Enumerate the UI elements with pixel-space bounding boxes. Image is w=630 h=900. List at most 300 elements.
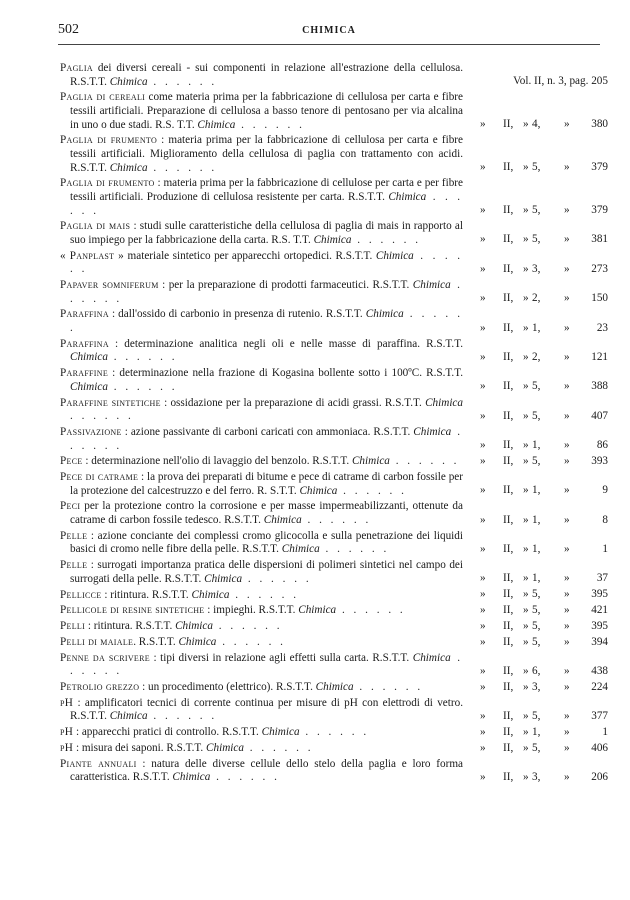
ditto-mark: » [564, 484, 570, 497]
entry-journal: Chimica [298, 604, 337, 617]
leader-dots: . . . . . . [235, 118, 305, 131]
reference-page: 379 [591, 161, 608, 174]
index-entry [60, 636, 608, 650]
ditto-mark: » [523, 161, 529, 174]
reference-issue: 5, [532, 635, 541, 648]
reference-volume: II, [503, 619, 514, 632]
ditto-mark: » [564, 380, 570, 393]
ditto-mark: » [523, 588, 529, 601]
entry-reference [468, 380, 608, 394]
ditto-mark: » [564, 292, 570, 305]
reference-volume: II, [503, 292, 514, 305]
entry-term: Pelle [60, 559, 88, 572]
reference-volume: II, [503, 664, 514, 677]
ditto-mark: » [523, 262, 529, 275]
reference-volume: II, [503, 635, 514, 648]
entry-description: : ritintura. R.S.T.T. [85, 620, 176, 633]
leader-dots: . . . . . . [70, 190, 463, 217]
ditto-mark: » [564, 725, 570, 738]
reference-issue: 2, [532, 350, 541, 363]
ditto-mark: » [480, 664, 486, 677]
entry-term: Pece [60, 455, 83, 468]
ditto-mark: » [523, 603, 529, 616]
entry-text [60, 742, 463, 756]
reference-volume: II, [503, 710, 514, 723]
entry-journal: Chimica [375, 249, 414, 262]
ditto-mark: » [564, 321, 570, 334]
ditto-mark: » [564, 680, 570, 693]
entry-text [60, 338, 463, 365]
leader-dots: . . . . . . [210, 771, 280, 784]
entry-term: Paglia di cereali [60, 91, 146, 104]
reference-issue: 5, [532, 603, 541, 616]
ditto-mark: » [564, 710, 570, 723]
entry-description: : misura dei saponi. R.S.T.T. [73, 742, 207, 754]
leader-dots: . . . . . . [242, 572, 312, 585]
ditto-mark: » [523, 543, 529, 555]
entry-term: pH [60, 726, 74, 739]
reference-issue: 5, [532, 454, 541, 467]
reference-issue: 2, [532, 292, 541, 305]
entry-text [60, 367, 463, 394]
reference-page: 407 [591, 409, 608, 422]
entry-reference [468, 263, 608, 277]
entry-reference [468, 588, 608, 602]
entry-journal: Chimica [178, 635, 217, 648]
entry-text [60, 530, 463, 557]
reference-page: 395 [591, 619, 608, 632]
reference-page: 23 [596, 321, 608, 334]
entry-reference [468, 161, 608, 175]
reference-issue: 5, [532, 710, 541, 723]
leader-dots: . . . . . . [107, 380, 178, 393]
index-entry [60, 589, 608, 603]
reference-volume: II, [503, 770, 514, 783]
entry-reference [468, 514, 608, 528]
entry-description: materiale sintetico per apparecchi ortopedici. R.S.T.T. [124, 249, 376, 262]
entry-term: Pece di catrame [60, 471, 139, 484]
index-entry [60, 455, 608, 469]
ditto-mark: » [523, 725, 529, 738]
reference-issue: 1, [532, 725, 541, 738]
reference-issue: 1, [532, 484, 541, 497]
entry-description: : un procedimento (elettrico). R.S.T.T. [139, 681, 316, 694]
entry-reference [468, 410, 608, 424]
entry-description: : tipi diversi in relazione agli effetti sulla carta. R.S.T.T. [149, 651, 413, 664]
entry-journal: Chimica [365, 308, 404, 321]
index-entry [60, 338, 608, 365]
reference-volume: II, [503, 439, 514, 452]
entry-term: Paraffine [60, 367, 109, 380]
leader-dots: . . . . . . [147, 710, 218, 723]
entry-text [60, 604, 463, 618]
reference-volume: II, [503, 572, 514, 585]
reference-volume: II, [503, 321, 514, 334]
index-entry [60, 91, 608, 132]
reference-page: 224 [591, 680, 608, 693]
ditto-mark: » [480, 161, 486, 174]
entry-journal: Chimica [351, 455, 390, 468]
ditto-mark: » [564, 439, 570, 452]
index-entry [60, 681, 608, 695]
leader-dots: . . . . . . [216, 635, 286, 648]
entry-reference [468, 322, 608, 336]
leader-dots: . . . . . . [70, 425, 464, 452]
reference-issue: 5, [532, 161, 541, 174]
index-entry [60, 426, 608, 453]
index-entry [60, 604, 608, 618]
reference-issue: 1, [532, 543, 541, 555]
ditto-mark: » [480, 680, 486, 693]
entry-text [60, 681, 463, 695]
index-entries [60, 62, 608, 787]
entry-reference [468, 604, 608, 618]
reference-page: 388 [591, 380, 608, 393]
ditto-mark: » [480, 380, 486, 393]
index-entry [60, 471, 608, 498]
ditto-mark: » [523, 454, 529, 467]
reference-page: 395 [591, 588, 608, 601]
entry-term: Paraffine sintetiche [60, 396, 161, 409]
entry-journal: Chimica [412, 279, 451, 292]
leader-dots: . . . . . . [337, 484, 407, 497]
running-title: CHIMICA [302, 25, 356, 36]
ditto-mark: » [480, 118, 486, 131]
index-entry [60, 758, 608, 785]
entry-text [60, 455, 463, 469]
entry-description: : surrogati importanza pratica delle dispersioni di polimeri sintetici nel campo dei surrogati della pelle. R.S.T.T. [70, 559, 463, 585]
entry-text [60, 91, 463, 132]
reference-issue: 5, [532, 409, 541, 422]
entry-journal: Chimica [388, 190, 427, 203]
ditto-mark: » [523, 484, 529, 497]
reference-issue: 1, [532, 572, 541, 585]
ditto-mark: » [564, 664, 570, 677]
index-entry [60, 367, 608, 394]
index-entry [60, 530, 608, 557]
entry-description: : natura delle diverse cellule dello stelo della paglia e loro forma caratteristica. R.S.T.T. [70, 757, 463, 784]
reference-issue: 4, [532, 118, 541, 131]
ditto-mark: » [480, 439, 486, 452]
entry-term: Paglia [60, 62, 93, 74]
entry-text [60, 62, 463, 89]
index-entry [60, 134, 608, 175]
leader-dots: . . . . . . [147, 161, 218, 174]
ditto-mark: » [523, 380, 529, 393]
reference-volume: II, [503, 350, 514, 363]
leader-dots: . . . . . . [351, 233, 422, 246]
reference-page: 8 [602, 513, 608, 526]
leader-dots: . . . . . . [212, 620, 283, 633]
index-entry [60, 697, 608, 724]
index-entry [60, 742, 608, 756]
entry-reference [468, 75, 608, 89]
entry-reference [468, 636, 608, 650]
reference-page: 394 [591, 635, 608, 648]
entry-journal: Chimica [70, 351, 108, 364]
entry-text [60, 250, 463, 277]
entry-term: « Panplast » [60, 249, 125, 262]
ditto-mark: » [523, 439, 529, 452]
entry-text [60, 559, 463, 586]
entry-reference [468, 204, 608, 218]
entry-journal: Chimica [109, 161, 148, 174]
ditto-mark: » [480, 588, 486, 601]
reference-page: 379 [591, 204, 608, 217]
ditto-mark: » [480, 725, 486, 738]
reference-volume: II, [503, 380, 514, 393]
entry-reference [468, 681, 608, 695]
ditto-mark: » [564, 603, 570, 616]
ditto-mark: » [480, 741, 486, 754]
reference-page: 421 [591, 603, 608, 616]
ditto-mark: » [564, 635, 570, 648]
ditto-mark: » [564, 572, 570, 585]
entry-journal: Chimica [413, 425, 452, 438]
ditto-mark: » [564, 770, 570, 783]
ditto-mark: » [564, 543, 570, 555]
index-entry [60, 726, 608, 740]
ditto-mark: » [564, 262, 570, 275]
reference-page: 150 [591, 292, 608, 305]
entry-reference [468, 572, 608, 586]
reference-page: 377 [591, 710, 608, 723]
ditto-mark: » [523, 619, 529, 632]
reference-volume: II, [503, 588, 514, 601]
leader-dots: . . . . . . [299, 726, 370, 739]
reference-volume: II, [503, 513, 514, 526]
entry-term: Pellicce [60, 588, 102, 601]
ditto-mark: » [480, 204, 486, 217]
entry-journal: Chimica [315, 681, 354, 694]
entry-description: : azione passivante di carboni caricati con ammoniaca. R.S.T.T. [121, 425, 414, 438]
entry-text [60, 308, 463, 335]
reference-page: 121 [591, 350, 608, 363]
entry-journal: Chimica [197, 118, 236, 131]
entry-description: : determinazione nell'olio di lavaggio del benzolo. R.S.T.T. [82, 455, 352, 468]
reference-issue: 5, [532, 233, 541, 246]
entry-text [60, 697, 463, 724]
entry-journal: Chimica [70, 380, 108, 393]
entry-description: : studi sulle caratteristiche della cellulosa di paglia di mais in rapporto al suo impiego per la fabbricazione della carta. R.S. T.T. [70, 220, 464, 246]
entry-term: Pelle [60, 529, 88, 542]
entry-text [60, 652, 463, 679]
entry-journal: Chimica [206, 742, 244, 754]
ditto-mark: » [564, 454, 570, 467]
ditto-mark: » [523, 233, 529, 246]
reference-volume: II, [503, 725, 514, 738]
ditto-mark: » [564, 161, 570, 174]
entry-journal: Chimica [204, 572, 243, 585]
entry-reference [468, 292, 608, 306]
reference-volume: II, [503, 680, 514, 693]
reference-volume: II, [503, 454, 514, 467]
entry-term: Paraffina [60, 308, 109, 321]
entry-description: : la prova dei preparati di bitume e pece di catrame di carbon fossile per la protezione del calcestruzzo e del ferro. R. S.T.T. [70, 471, 463, 497]
index-entry [60, 500, 608, 527]
entry-reference [468, 484, 608, 498]
entry-text [60, 134, 463, 175]
entry-text [60, 758, 463, 785]
entry-reference [468, 742, 608, 756]
leader-dots: . . . . . . [336, 604, 406, 617]
reference-issue: 5, [532, 204, 541, 217]
entry-description: per la protezione contro la corrosione e per masse impermeabilizzanti, ottenute da catrame di carbon fossile tedesco. R.S.T.T. [70, 500, 463, 527]
leader-dots: . . . . . . [70, 249, 463, 276]
entry-text [60, 397, 463, 424]
entry-term: Petrolio grezzo [60, 681, 140, 694]
ditto-mark: » [523, 635, 529, 648]
page-header [58, 22, 600, 44]
reference-volume: II, [503, 204, 514, 217]
reference-page: 381 [591, 233, 608, 246]
reference-volume: II, [503, 161, 514, 174]
ditto-mark: » [523, 664, 529, 677]
reference-page: 206 [591, 770, 608, 783]
entry-term: Pelli di maiale [60, 635, 134, 648]
ditto-mark: » [480, 233, 486, 246]
ditto-mark: » [480, 262, 486, 275]
entry-term: Pellicole di resine sintetiche [60, 604, 205, 617]
ditto-mark: » [523, 409, 529, 422]
reference-issue: 3, [532, 680, 541, 693]
reference-issue: 5, [532, 380, 541, 393]
entry-description: : dall'ossido di carbonio in presenza di rutenio. R.S.T.T. [108, 308, 366, 321]
entry-text [60, 426, 463, 453]
entry-description: : determinazione analitica negli oli e nelle masse di paraffina. R.S.T.T. [108, 337, 463, 350]
index-entry [60, 559, 608, 586]
entry-term: Passivazione [60, 425, 122, 438]
ditto-mark: » [480, 513, 486, 526]
entry-text [60, 636, 463, 650]
entry-text [60, 471, 463, 498]
entry-reference [468, 665, 608, 679]
ditto-mark: » [523, 204, 529, 217]
index-entry [60, 177, 608, 218]
index-entry [60, 279, 608, 306]
ditto-mark: » [564, 350, 570, 363]
index-entry [60, 308, 608, 335]
ditto-mark: » [564, 118, 570, 131]
entry-term: Paglia di mais [60, 220, 131, 233]
reference-issue: 3, [532, 770, 541, 783]
index-entry [60, 620, 608, 634]
reference-volume: II, [503, 484, 514, 497]
entry-description: : materia prima per la fabbricazione di cellulose per carta e per fibre tessili artificiali. Produzione di cellulosa resistente per carta. R.S.T.T. [70, 177, 463, 203]
leader-dots: . . . . . . [70, 308, 464, 334]
reference-issue: 5, [532, 741, 541, 754]
reference-page: 438 [591, 664, 608, 677]
ditto-mark: » [564, 588, 570, 601]
entry-reference [468, 710, 608, 724]
entry-journal: Chimica [313, 233, 352, 246]
reference-volume: II, [503, 118, 514, 131]
reference-page: 406 [591, 741, 608, 754]
leader-dots: . . . . . . [319, 543, 390, 556]
ditto-mark: » [480, 770, 486, 783]
page-number: 502 [58, 22, 79, 37]
entry-term: pH [60, 696, 74, 709]
entry-text [60, 177, 463, 218]
reference-page: 273 [591, 262, 608, 275]
ditto-mark: » [480, 350, 486, 363]
reference-issue: 1, [532, 439, 541, 452]
reference-page: 393 [591, 454, 608, 467]
reference-issue: 5, [532, 588, 541, 601]
entry-text [60, 220, 463, 247]
entry-text [60, 620, 463, 634]
entry-journal: Chimica [109, 710, 148, 723]
entry-journal: Chimica [263, 514, 302, 527]
entry-reference [468, 771, 608, 785]
ditto-mark: » [564, 513, 570, 526]
entry-reference [468, 118, 608, 132]
entry-reference [468, 455, 608, 469]
ditto-mark: » [523, 572, 529, 585]
leader-dots: . . . . . . [70, 651, 463, 678]
entry-term: Paraffina [60, 337, 109, 350]
ditto-mark: » [564, 741, 570, 754]
entry-description: : amplificatori tecnici di corrente continua per misure di pH con elettrodi di vetro. R.S.T.T. [70, 696, 463, 723]
entry-text [60, 279, 463, 306]
reference-page: 1 [602, 725, 608, 738]
entry-description: . R.S.T.T. [133, 635, 179, 648]
leader-dots: . . . . . . [70, 279, 463, 305]
entry-reference [468, 351, 608, 365]
entry-journal: Chimica [261, 726, 300, 739]
ditto-mark: » [480, 454, 486, 467]
entry-reference [468, 233, 608, 247]
ditto-mark: » [480, 635, 486, 648]
leader-dots: . . . . . . [70, 410, 134, 423]
ditto-mark: » [523, 770, 529, 783]
ditto-mark: » [523, 513, 529, 526]
entry-term: Pelli [60, 620, 86, 633]
entry-journal: Chimica [299, 484, 338, 497]
index-entry [60, 397, 608, 424]
reference-volume: II, [503, 233, 514, 246]
leader-dots: . . . . . . [389, 455, 460, 468]
entry-journal: Chimica [175, 620, 213, 633]
entry-journal: Chimica [191, 588, 230, 601]
reference-volume: II, [503, 543, 514, 555]
ditto-mark: » [480, 543, 486, 555]
reference-issue: 5, [532, 619, 541, 632]
index-entry [60, 250, 608, 277]
header-rule [58, 44, 600, 45]
ditto-mark: » [564, 409, 570, 422]
reference-issue: 1, [532, 321, 541, 334]
ditto-mark: » [523, 118, 529, 131]
ditto-mark: » [480, 572, 486, 585]
leader-dots: . . . . . . [147, 75, 218, 88]
reference-volume: II, [503, 262, 514, 275]
ditto-mark: » [523, 321, 529, 334]
ditto-mark: » [480, 619, 486, 632]
index-entry [60, 62, 608, 89]
entry-description: : per la preparazione di prodotti farmaceutici. R.S.T.T. [158, 279, 413, 292]
ditto-mark: » [480, 603, 486, 616]
entry-description: : materia prima per la fabbricazione di cellulosa per carta e fibre tessili artificiali. Miglioramento della cellulosa di paglia con trattamento con acidi. R.S.T.T. [70, 134, 463, 174]
reference-full: Vol. II, n. 3, pag. 205 [513, 75, 608, 88]
entry-description: : azione conciante dei complessi cromo glicocolla e sulla penetrazione dei liquidi basici di cromo nelle fibre della pelle. R.S.T.T. [70, 529, 463, 556]
ditto-mark: » [523, 741, 529, 754]
leader-dots: . . . . . . [107, 351, 178, 364]
ditto-mark: » [480, 409, 486, 422]
reference-page: 9 [602, 484, 608, 497]
entry-journal: Chimica [281, 543, 320, 556]
entry-journal: Chimica [412, 651, 451, 664]
